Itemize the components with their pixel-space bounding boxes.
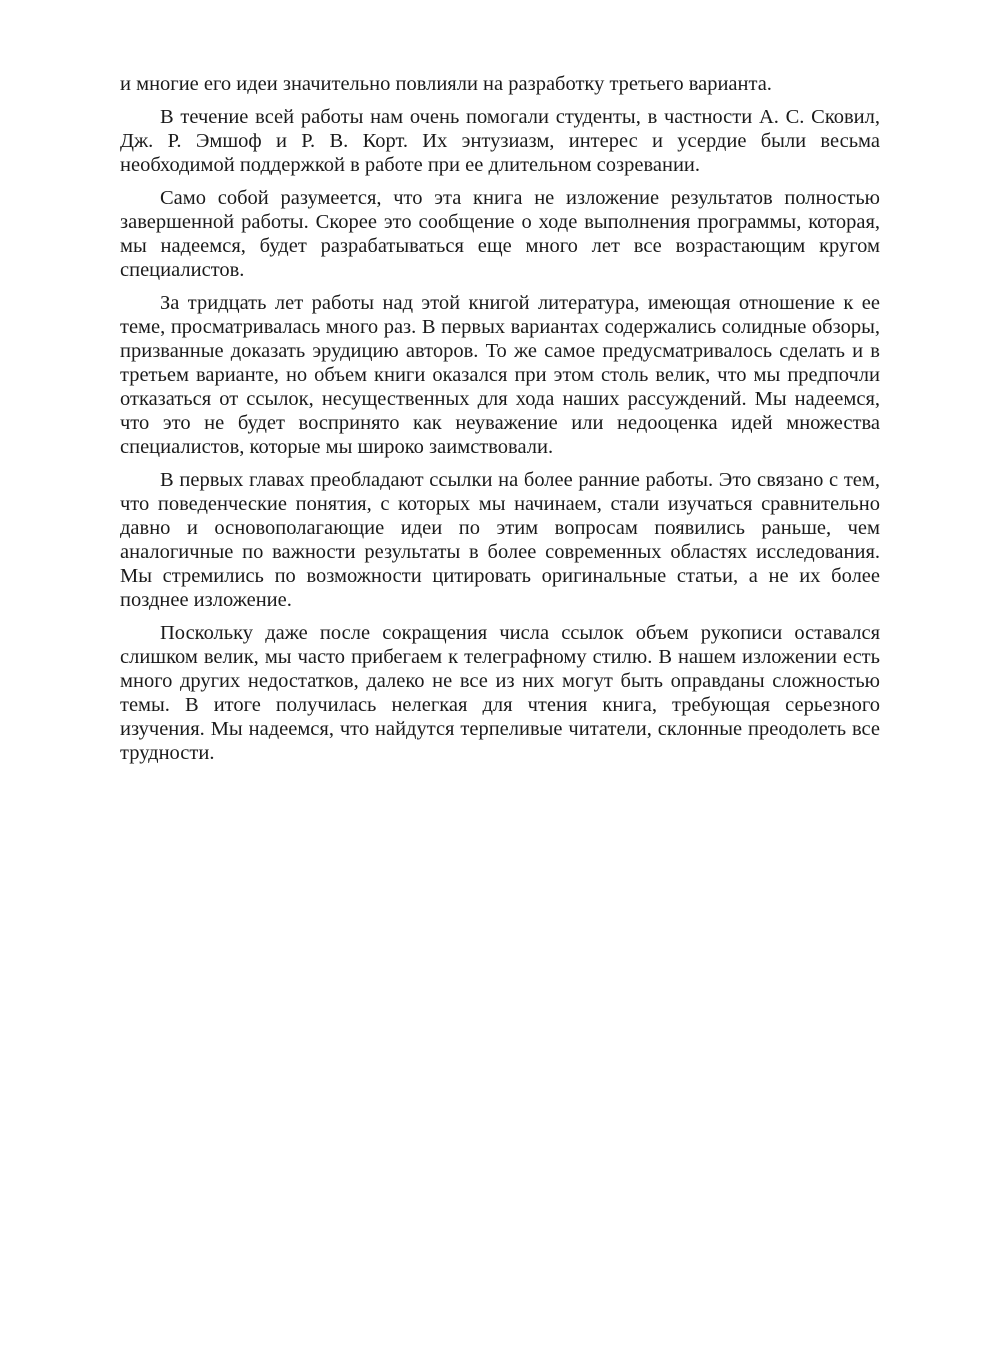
paragraph-continuation: и многие его идеи значительно повлияли на разработку третьего варианта.: [120, 73, 772, 95]
paragraph-acknowledgment-students: В течение всей работы нам очень помогали студенты, в частности А. С. Сковил, Дж. Р. Эмшоф и Р. В. Корт. Их энтузиазм, интерес и усердие были весьма необходимой поддержкой в работе при ее длительном созревании.: [120, 106, 880, 176]
paragraph-work-in-progress: Само собой разумеется, что эта книга не изложение результатов полностью завершенной работы. Скорее это сообщение о ходе выполнения программы, которая, мы надеемся, будет разрабатываться еще много лет все возрастающим кругом специалистов.: [120, 187, 880, 281]
paragraph-telegraphic-style: Поскольку даже после сокращения числа ссылок объем рукописи оставался слишком велик, мы часто прибегаем к телеграфному стилю. В нашем изложении есть много других недостатков, далеко не все из них могут быть оправданы сложностью темы. В итоге получилась нелегкая для чтения книга, требующая серьезного изучения. Мы надеемся, что найдутся терпеливые читатели, склонные преодолеть все трудности.: [120, 622, 880, 764]
paragraph-literature-review: За тридцать лет работы над этой книгой литература, имеющая отношение к ее теме, просматривалась много раз. В первых вариантах содержались солидные обзоры, призванные доказать эрудицию авторов. То же самое предусматривалось сделать и в третьем варианте, но объем книги оказался при этом столь велик, что мы предпочли отказаться от ссылок, несущественных для хода наших рассуждений. Мы надеемся, что это не будет воспринято как неуважение или недооценка идей множества специалистов, которые мы широко заимствовали.: [120, 292, 880, 458]
page-body: [120, 72, 880, 774]
paragraph-early-references: В первых главах преобладают ссылки на более ранние работы. Это связано с тем, что поведенческие понятия, с которых мы начинаем, стали изучаться сравнительно давно и основополагающие идеи по этим вопросам появились раньше, чем аналогичные по важности результаты в более современных областях исследования. Мы стремились по возможности цитировать оригинальные статьи, а не их более позднее изложение.: [120, 469, 880, 611]
